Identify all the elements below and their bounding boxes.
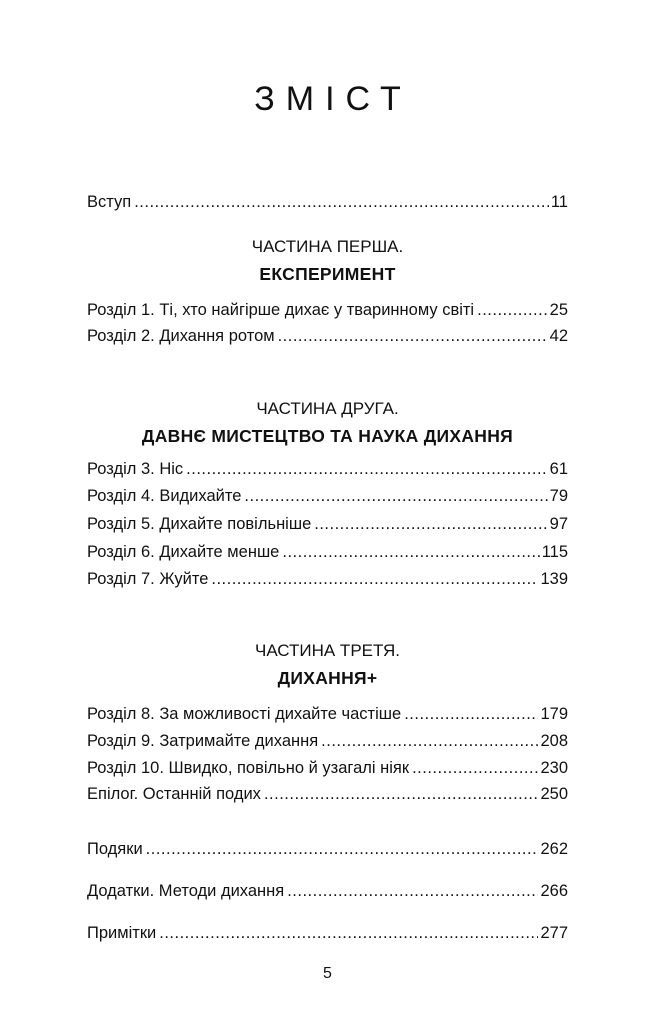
toc-entry-chapter-10[interactable] <box>87 754 568 778</box>
toc-leader-dots <box>159 923 538 943</box>
toc-leader-dots <box>264 784 539 804</box>
toc-entry-intro[interactable] <box>87 188 568 212</box>
part-1-heading: ЧАСТИНА ПЕРША. <box>251 237 404 256</box>
toc-entry-label: Розділ 5. Дихайте повільніше <box>87 515 312 533</box>
toc-entry-chapter-9[interactable] <box>87 727 568 751</box>
toc-entry-label: Розділ 10. Швидко, повільно й узагалі ніяк <box>87 759 410 777</box>
toc-entry-page: 250 <box>540 785 568 803</box>
toc-entry-label: Розділ 9. Затримайте дихання <box>87 732 319 750</box>
toc-entry-chapter-1[interactable] <box>87 296 568 320</box>
toc-entry-page: 11 <box>550 193 568 211</box>
toc-leader-dots <box>186 459 547 479</box>
toc-entry-appendix[interactable] <box>87 877 568 901</box>
toc-entry-page: 139 <box>540 570 568 588</box>
toc-entry-label: Розділ 8. За можливості дихайте частіше <box>87 705 402 723</box>
toc-entry-label: Розділ 4. Видихайте <box>87 487 242 505</box>
toc-entry-label: Подяки <box>87 840 143 858</box>
toc-leader-dots <box>412 758 538 778</box>
toc-entry-acknowledgements[interactable] <box>87 835 568 859</box>
toc-entry-chapter-2[interactable] <box>87 322 568 346</box>
toc-entry-page: 115 <box>541 543 568 561</box>
page-title: ЗМІСТ <box>254 80 412 118</box>
toc-entry-chapter-4[interactable] <box>87 482 568 506</box>
toc-entry-label: Вступ <box>87 193 132 211</box>
toc-entry-chapter-5[interactable] <box>87 510 568 534</box>
toc-entry-page: 262 <box>540 840 568 858</box>
part-3-heading: ЧАСТИНА ТРЕТЯ. <box>254 641 401 660</box>
toc-entry-page: 97 <box>549 515 568 533</box>
toc-entry-page: 277 <box>540 924 568 942</box>
toc-leader-dots <box>477 300 548 320</box>
toc-entry-label: Додатки. Методи дихання <box>87 882 285 900</box>
page-number: 5 <box>323 965 332 982</box>
part-3-title: ДИХАННЯ+ <box>277 668 378 688</box>
toc-leader-dots <box>278 326 548 346</box>
toc-entry-page: 25 <box>549 301 568 319</box>
toc-entry-label: Розділ 6. Дихайте менше <box>87 543 280 561</box>
toc-leader-dots <box>146 839 539 859</box>
toc-entry-label: Розділ 7. Жуйте <box>87 570 209 588</box>
toc-entry-label: Розділ 1. Ті, хто найгірше дихає у тваринному світі <box>87 301 475 319</box>
part-2-title: ДАВНЄ МИСТЕЦТВО ТА НАУКА ДИХАННЯ <box>141 426 514 446</box>
toc-entry-chapter-7[interactable] <box>87 565 568 589</box>
toc-entry-label: Розділ 2. Дихання ротом <box>87 327 275 345</box>
toc-entry-page: 266 <box>540 882 568 900</box>
toc-entry-page: 230 <box>540 759 568 777</box>
toc-leader-dots <box>244 486 547 506</box>
toc-entry-chapter-6[interactable] <box>87 538 568 562</box>
toc-leader-dots <box>287 881 538 901</box>
toc-entry-label: Примітки <box>87 924 157 942</box>
toc-entry-chapter-8[interactable] <box>87 700 568 724</box>
toc-leader-dots <box>321 731 538 751</box>
toc-leader-dots <box>211 569 538 589</box>
part-2-heading: ЧАСТИНА ДРУГА. <box>256 399 399 418</box>
toc-entry-page: 79 <box>549 487 568 505</box>
toc-leader-dots <box>404 704 538 724</box>
toc-entry-page: 208 <box>540 732 568 750</box>
toc-entry-page: 61 <box>549 460 568 478</box>
toc-entry-chapter-3[interactable] <box>87 455 568 479</box>
toc-entry-label: Розділ 3. Ніс <box>87 460 184 478</box>
toc-entry-notes[interactable] <box>87 919 568 943</box>
toc-entry-page: 42 <box>549 327 568 345</box>
toc-entry-epilogue[interactable] <box>87 780 568 804</box>
toc-entry-page: 179 <box>540 705 568 723</box>
toc-entry-label: Епілог. Останній подих <box>87 785 261 803</box>
part-1-title: ЕКСПЕРИМЕНТ <box>259 264 396 284</box>
toc-leader-dots <box>282 542 539 562</box>
toc-leader-dots <box>314 514 547 534</box>
toc-leader-dots <box>134 192 549 212</box>
